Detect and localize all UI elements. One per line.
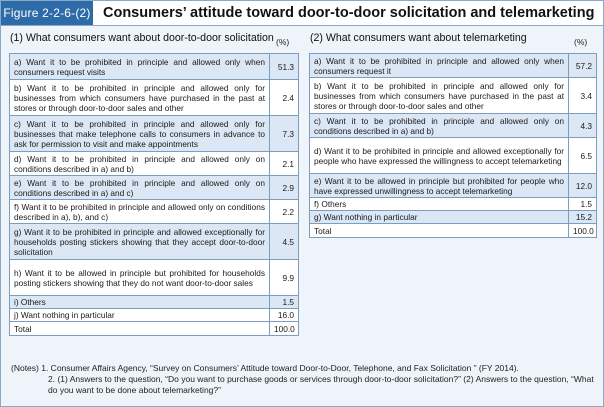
row-label: i) Others [10,296,270,309]
row-label: f) Want it to be prohibited in principle and allowed only on conditions described in a), b), and c) [10,200,270,224]
row-label: g) Want it to be prohibited in principle and allowed exceptionally for households posting stickers showing that they accept door-to-door solicitation [10,224,270,260]
table-row [310,174,597,198]
row-label: c) Want it to be prohibited in principle and allowed only on conditions described in a) and b) [310,114,569,138]
row-value: 100.0 [270,322,299,336]
row-label: d) Want it to be prohibited in principle and allowed only on conditions described in a) and b) [10,152,270,176]
row-value: 6.5 [569,138,597,174]
row-label: f) Others [310,198,569,211]
row-label: a) Want it to be prohibited in principle and allowed only when consumers request it [310,54,569,78]
row-value: 57.2 [569,54,597,78]
row-value: 7.3 [270,116,299,152]
right-panel-title: (2) What consumers want about telemarketing [310,32,527,44]
row-value: 9.9 [270,260,299,296]
table-row [310,54,597,78]
table-row [10,176,299,200]
row-label: c) Want it to be prohibited in principle and allowed only for businesses that make telephone calls to consumers in advance to ask for permission to visit and make appointments [10,116,270,152]
row-value: 1.5 [270,296,299,309]
row-value: 4.5 [270,224,299,260]
table-row [10,80,299,116]
note-2: 2. (1) Answers to the question, “Do you want to purchase goods or services through door-to-door solicitation?” (2) Answers to the question, “What do you want to be done about telemarketing?” [48,374,594,395]
row-value: 12.0 [569,174,597,198]
row-value: 2.1 [270,152,299,176]
figure-title: Consumers’ attitude toward door-to-door solicitation and telemarketing [103,5,595,21]
row-value: 51.3 [270,54,299,80]
notes [11,363,597,396]
row-label: j) Want nothing in particular [10,309,270,322]
row-value: 2.2 [270,200,299,224]
row-label: b) Want it to be prohibited in principle and allowed only for businesses from which consumers have purchased in the past at stores or through door-to-door sales and other [310,78,569,114]
table-row [10,54,299,80]
row-value: 3.4 [569,78,597,114]
row-label: Total [10,322,270,336]
table-row [10,309,299,322]
table-row [310,224,597,238]
table-row [310,198,597,211]
row-label: Total [310,224,569,238]
figure-header [1,1,603,26]
left-unit-label: (%) [276,37,290,47]
table-row [10,152,299,176]
row-value: 2.4 [270,80,299,116]
table-row [310,114,597,138]
left-panel-title: (1) What consumers want about door-to-door solicitation [10,32,274,44]
table-row [10,116,299,152]
figure-label: Figure 2-2-6-(2) [1,1,93,25]
table-row [310,138,597,174]
right-unit-label: (%) [574,37,588,47]
row-value: 1.5 [569,198,597,211]
row-label: g) Want nothing in particular [310,211,569,224]
table-row [10,322,299,336]
table-row [10,260,299,296]
row-value: 16.0 [270,309,299,322]
table-row [310,78,597,114]
row-value: 2.9 [270,176,299,200]
row-label: e) Want it to be allowed in principle but prohibited for people who have expressed unwillingness to accept telemarketing [310,174,569,198]
row-label: d) Want it to be prohibited in principle and allowed exceptionally for people who have expressed the willingness to accept telemarketing [310,138,569,174]
table-row [10,224,299,260]
row-label: b) Want it to be prohibited in principle and allowed only for businesses from which consumers have purchased in the past at stores or through door-to-door sales and other [10,80,270,116]
row-label: h) Want it to be allowed in principle but prohibited for households posting stickers showing that they do not want door-to-door sales [10,260,270,296]
row-value: 4.3 [569,114,597,138]
row-value: 15.2 [569,211,597,224]
row-label: e) Want it to be prohibited in principle and allowed only on conditions described in a) and c) [10,176,270,200]
right-table [309,53,597,238]
row-value: 100.0 [569,224,597,238]
row-label: a) Want it to be prohibited in principle and allowed only when consumers request visits [10,54,270,80]
table-row [10,200,299,224]
note-1: (Notes) 1. Consumer Affairs Agency, “Survey on Consumers’ Attitude toward Door-to-Door, Telephone, and Fax Solicitation ” (FY 2014). [11,363,519,373]
table-row [10,296,299,309]
left-table [9,53,299,336]
table-row [310,211,597,224]
